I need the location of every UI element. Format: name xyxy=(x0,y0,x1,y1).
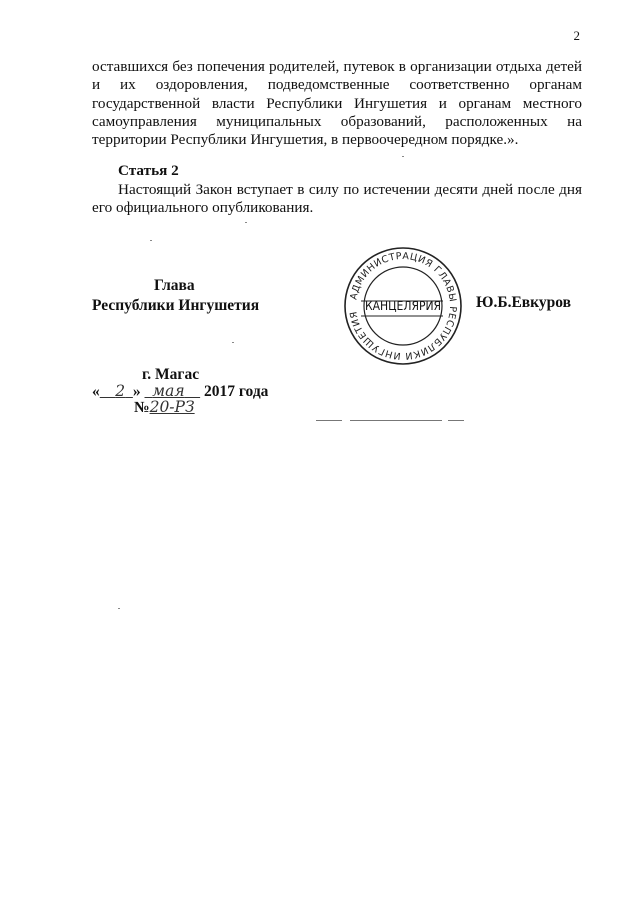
scan-artifact-line xyxy=(316,420,342,421)
date-day xyxy=(100,382,133,400)
scan-speck xyxy=(118,608,120,609)
signer-name: Ю.Б.Евкуров xyxy=(476,294,571,311)
signatory-title xyxy=(92,276,259,316)
continued-paragraph xyxy=(92,58,582,149)
article-line: Настоящий Закон вступает в силу по истечении десяти дней после дня xyxy=(118,180,582,198)
date-day-value: 2 xyxy=(115,382,126,400)
seal-center-text: КАНЦЕЛЯРИЯ xyxy=(364,299,442,313)
body-line: государственной власти Республики Ингушетия и органам местного xyxy=(92,94,582,112)
scan-speck xyxy=(402,156,404,157)
scan-speck xyxy=(232,342,234,343)
signatory-title-line: Глава xyxy=(154,277,195,294)
document-number xyxy=(134,398,195,417)
article-line: его официального опубликования. xyxy=(92,199,314,216)
body-line: территории Республики Ингушетия, в первоочередном порядке.». xyxy=(92,131,519,149)
date-year: 2017 года xyxy=(203,383,269,400)
seal-ring-text: АДМИНИСТРАЦИЯ ГЛАВЫ РЕСПУБЛИКИ ИНГУШЕТИЯ xyxy=(348,250,459,362)
number-sign: № xyxy=(134,399,150,416)
number-value: 20-РЗ xyxy=(149,398,195,416)
article-title: Статья 2 xyxy=(118,162,179,179)
date-close-quote: » xyxy=(132,383,141,400)
body-line: оставшихся без попечения родителей, путевок в организации отдыха детей xyxy=(92,58,582,75)
place-of-signing: г. Магас xyxy=(142,366,200,383)
article-2 xyxy=(92,162,582,218)
scan-speck xyxy=(245,222,247,223)
office-seal-stamp xyxy=(341,244,465,368)
scan-artifact-line xyxy=(350,420,442,421)
date-month-value: мая xyxy=(152,382,185,400)
signatory-title-line: Республики Ингушетия xyxy=(92,297,260,314)
date-open-quote: « xyxy=(92,383,100,400)
body-line: и их оздоровления, подведомственные соответственно органам xyxy=(92,76,582,94)
page-number: 2 xyxy=(573,28,580,43)
scan-artifact-line xyxy=(448,420,464,421)
scan-speck xyxy=(150,240,152,241)
body-line: самоуправления муниципальных образований, расположенных на xyxy=(92,112,582,130)
